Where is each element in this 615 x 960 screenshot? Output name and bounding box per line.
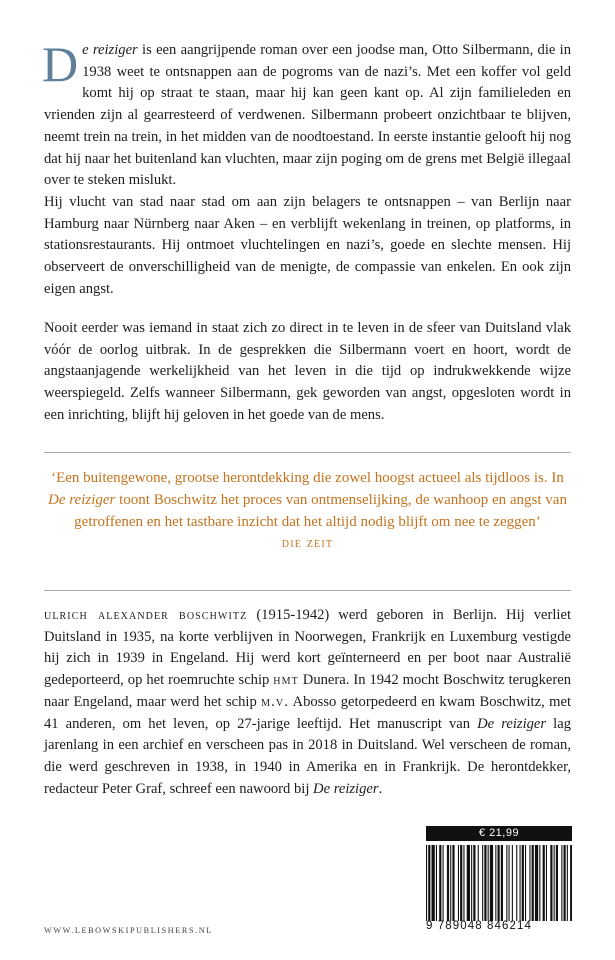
author-bio xyxy=(44,605,571,800)
ship-prefix-hmt: hmt xyxy=(273,672,299,689)
price-label: € 21,99 xyxy=(426,826,572,841)
ship-prefix-mv: m.v. xyxy=(261,693,289,710)
drop-cap: D xyxy=(42,36,79,92)
author-name: ulrich alexander boschwitz xyxy=(44,607,248,623)
bio-text-4: lag jarenlang in een archief en verscheen pas in 2018 in Duitsland. Wel verscheen de roman, die werd geschreven in 1938, in 1940 in Amerika en in Frankrijk. De herontdekker, redacteur Peter Graf, schreef een nawoord bij xyxy=(44,715,571,797)
publisher-website: WWW.LEBOWSKIPUBLISHERS.NL xyxy=(44,926,213,935)
bio-text-2: Dunera. In 1942 mocht Boschwitz terugkeren naar Engeland, maar werd het schip xyxy=(44,672,571,710)
bio-title-2: De reiziger xyxy=(313,780,379,797)
divider-bottom xyxy=(44,590,571,591)
blurb-paragraph-2: Nooit eerder was iemand in staat zich zo direct in te leven in de sfeer van Duitsland vlak vóór de oorlog uitbrak. In de gesprekken die Silbermann voert en hoort, wordt de angstaanjagende werkelijkheid van het leven in die tijd op indrukwekkende wijze weerspiegeld. Zelfs wanneer Silbermann, gek geworden van angst, opgesloten wordt in een inrichting, blijft hij geloven in het goede van de mens. xyxy=(44,320,571,423)
bio-title-1: De reiziger xyxy=(477,715,547,732)
quote-source: die zeit xyxy=(281,536,334,552)
blurb-paragraph-1 xyxy=(42,36,572,300)
blurb-text-1: is een aangrijpende roman over een joodse man, Otto Silbermann, die in 1938 weet te ontsnappen aan de pogroms van de nazi’s. Met een koffer vol geld komt hij op straat te staan, maar hij kan geen kant op. Al zijn familieleden en vrienden zijn al gearresteerd of verdwenen. Silbermann probeert onzichtbaar te blijven, neemt trein na trein, in het midden van de noodtoestand. In eerste instantie gelooft hij nog dat hij naar het buitenland kan vluchten, maar zijn poging om de grens met België illegaal over te steken mislukt. xyxy=(44,42,572,189)
blurb-title: e reiziger xyxy=(82,42,138,58)
bio-text-3: Abosso getorpedeerd en kwam Boschwitz, met 41 anderen, om het leven, op 27-jarige leeftijd. Het manuscript van xyxy=(44,693,571,732)
bio-text-5: . xyxy=(378,780,383,797)
barcode-icon xyxy=(426,845,572,921)
barcode-block xyxy=(426,826,572,936)
quote-part-2: toont Boschwitz het proces van ontmenselijking, de wanhoop en angst van getroffenen en het tastbare inzicht dat het altijd nodig blijft om nee te zeggen’ xyxy=(74,491,567,530)
quote-part-1: ‘Een buitengewone, grootse herontdekking die zowel hoogst actueel als tijdloos is. In xyxy=(51,470,564,486)
quote-title: De reiziger xyxy=(48,491,116,508)
isbn-number: 9 789048 846214 xyxy=(426,920,533,932)
press-quote xyxy=(44,468,571,555)
bio-text-1: (1915-1942) werd geboren in Berlijn. Hij verliet Duitsland in 1935, na korte verblijven in Noorwegen, Frankrijk en Luxemburg vestigde hij zich in 1939 in Engeland. Hij werd kort geïnterneerd en per boot naar Australië gedeporteerd, op het roemruchte schip xyxy=(44,607,571,689)
blurb-text-1b: Hij vlucht van stad naar stad om aan zijn belagers te ontsnappen – van Berlijn naar Hamburg naar Nürnberg naar Aken – en verblijft wekenlang in treinen, op platforms, in stationsrestaurants. Hij ontmoet vluchtelingen en nazi’s, goede en slechte mensen. Hij observeert de onverschilligheid van de menigte, de compassie van enkelen. En ook zijn eigen angst. xyxy=(44,193,571,297)
divider-top xyxy=(44,452,571,453)
